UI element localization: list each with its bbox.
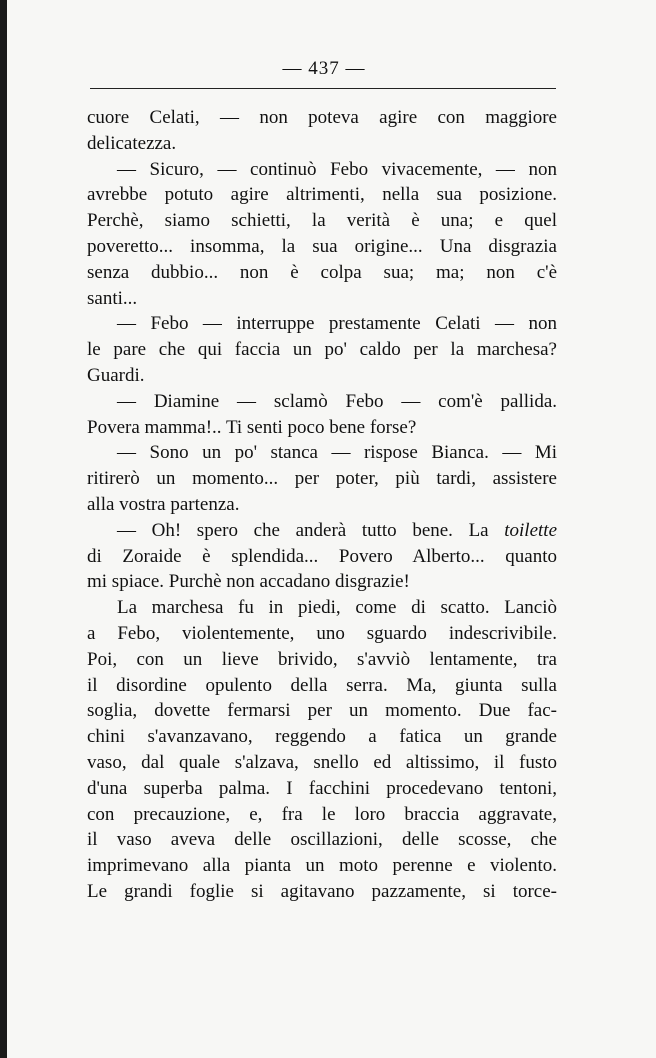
text-line — [87, 724, 557, 750]
text-line — [87, 647, 557, 673]
header-rule — [90, 88, 556, 89]
text-line-content: poveretto... insomma, la sua origine... Una disgrazia — [87, 235, 557, 257]
text-line — [87, 802, 557, 828]
text-line — [87, 518, 557, 544]
page-number: — 437 — — [282, 58, 366, 79]
text-line — [87, 363, 557, 389]
text-line — [87, 673, 557, 699]
text-line-content: — Sicuro, — continuò Febo vivacemente, — non — [117, 158, 557, 180]
text-line — [87, 466, 557, 492]
text-line-content: santi... — [87, 287, 138, 309]
text-line-content: ritirerò un momento... per poter, più tardi, assistere — [87, 468, 557, 490]
text-line-content: di Zoraide è splendida... Povero Alberto... quanto — [87, 545, 557, 567]
text-line-content: a Febo, violentemente, uno sguardo indescrivibile. — [87, 622, 557, 644]
text-line — [87, 595, 557, 621]
text-line — [87, 105, 557, 131]
text-line — [87, 879, 557, 905]
text-line-content: d'una superba palma. I facchini procedevano tentoni, — [87, 777, 557, 799]
text-line — [87, 157, 557, 183]
text-line — [87, 750, 557, 776]
text-line-content: Guardi. — [87, 364, 145, 386]
text-line-content: — Oh! spero che anderà tutto bene. La — [117, 519, 489, 541]
text-line — [87, 440, 557, 466]
text-line-content: avrebbe potuto agire altrimenti, nella sua posizione. — [87, 184, 557, 206]
text-line — [87, 389, 557, 415]
text-line-content: — Diamine — sclamò Febo — com'è pallida. — [117, 390, 557, 412]
text-line-content: Perchè, siamo schietti, la verità è una; e quel — [87, 210, 557, 232]
text-line — [87, 544, 557, 570]
italic-word: toilette — [504, 519, 558, 541]
text-line — [87, 234, 557, 260]
text-line — [87, 827, 557, 853]
text-line-content: con precauzione, e, fra le loro braccia aggravate, — [87, 803, 557, 825]
page-binding-edge — [0, 0, 7, 1058]
text-line — [87, 415, 557, 441]
text-line-content: cuore Celati, — non poteva agire con maggiore — [87, 107, 557, 128]
text-line — [87, 131, 557, 157]
text-line — [87, 621, 557, 647]
text-line-content: senza dubbio... non è colpa sua; ma; non c'è — [87, 261, 557, 283]
text-line-content: Povera mamma!.. Ti senti poco bene forse? — [87, 416, 417, 438]
text-line — [87, 337, 557, 363]
text-line-content: La marchesa fu in piedi, come di scatto. Lanciò — [117, 597, 557, 619]
text-line — [87, 698, 557, 724]
text-line-content: le pare che qui faccia un po' caldo per la marchesa? — [87, 339, 557, 361]
text-line — [87, 569, 557, 595]
text-line-content: delicatezza. — [87, 132, 177, 154]
text-line — [87, 853, 557, 879]
text-line — [87, 311, 557, 337]
text-line-content: soglia, dovette fermarsi per un momento. Due fac- — [87, 700, 557, 722]
text-line — [87, 260, 557, 286]
text-line — [87, 286, 557, 312]
text-line-content: — Febo — interruppe prestamente Celati — non — [117, 313, 557, 335]
text-line-content: Poi, con un lieve brivido, s'avviò lentamente, tra — [87, 648, 557, 670]
text-line-content: imprimevano alla pianta un moto perenne e violento. — [87, 855, 557, 877]
text-line-content: il disordine opulento della serra. Ma, giunta sulla — [87, 674, 557, 696]
text-line — [87, 492, 557, 518]
text-line-content: alla vostra partenza. — [87, 493, 240, 515]
text-line — [87, 776, 557, 802]
text-line-content: chini s'avanzavano, reggendo a fatica un grande — [87, 726, 557, 748]
text-line-content: il vaso aveva delle oscillazioni, delle scosse, che — [87, 829, 557, 851]
text-line-content: vaso, dal quale s'alzava, snello ed altissimo, il fusto — [87, 751, 557, 773]
text-line-content: Le grandi foglie si agitavano pazzamente, si torce- — [87, 880, 557, 902]
text-line — [87, 208, 557, 234]
text-line-content: — Sono un po' stanca — rispose Bianca. — Mi — [117, 442, 557, 464]
text-line — [87, 182, 557, 208]
body-text — [87, 105, 557, 905]
text-line-content: mi spiace. Purchè non accadano disgrazie! — [87, 571, 410, 593]
